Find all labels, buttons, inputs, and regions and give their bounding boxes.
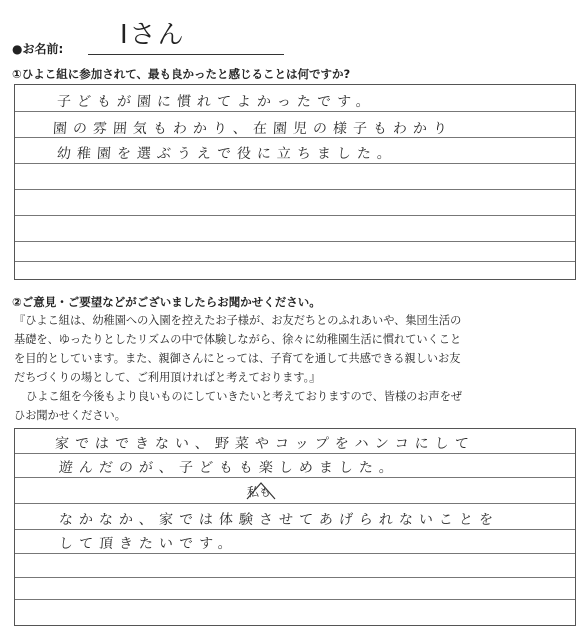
answer-2-line-2: 遊んだのが、子どもも楽しめました。 — [58, 460, 400, 476]
intro-line-3: を目的としています。また、親御さんにとっては、子育てを通して共感できる親しいお友 — [14, 352, 461, 365]
intro-line-5: ひよこ組を今後もより良いものにしていきたいと考えておりますので、皆様のお声をぜ — [26, 390, 463, 403]
answer-box-1 — [14, 84, 576, 280]
ruled-line — [15, 163, 575, 164]
ruled-line — [15, 477, 575, 478]
ruled-line — [15, 241, 575, 242]
question-1: ①ひよこ組に参加されて、最も良かったと感じることは何ですか? — [12, 67, 351, 81]
insertion-caret-icon — [243, 479, 279, 501]
intro-line-6: ひお聞かせください。 — [14, 409, 126, 422]
answer-2-line-3: なかなか、家では体験させてあげられないことを — [58, 512, 500, 528]
ruled-line — [15, 453, 575, 454]
intro-line-1: 『ひよこ組は、幼稚園への入園を控えたお子様が、お友だちとのふれあいや、集団生活の — [14, 314, 462, 327]
answer-box-2 — [14, 428, 576, 626]
answer-2-line-4: して頂きたいです。 — [58, 536, 239, 552]
ruled-line — [15, 577, 575, 578]
ruled-line — [15, 261, 575, 262]
answer-1-line-3: 幼稚園を選ぶうえで役に立ちました。 — [56, 146, 398, 162]
ruled-line — [15, 215, 575, 216]
ruled-line — [15, 599, 575, 600]
intro-line-2: 基礎を、ゆったりとしたリズムの中で体験しながら、徐々に幼稚園生活に慣れていくこと — [14, 333, 462, 346]
ruled-line — [15, 503, 575, 504]
ruled-line — [15, 111, 575, 112]
ruled-line — [15, 529, 575, 530]
answer-2-line-1: 家ではできない、野菜やコップをハンコにして — [54, 436, 476, 452]
answer-1-line-2: 園の雰囲気もわかり、在園児の様子もわかり — [52, 121, 454, 137]
intro-line-4: だちづくりの場として、ご利用頂ければと考えております。』 — [14, 371, 321, 384]
answer-2-insertion: 私も — [247, 485, 272, 499]
name-underline — [88, 54, 284, 55]
respondent-name: Iさん — [120, 20, 186, 50]
question-2: ②ご意見・ご要望などがございましたらお聞かせください。 — [12, 295, 321, 309]
name-label: ●お名前: — [12, 42, 64, 56]
ruled-line — [15, 553, 575, 554]
ruled-line — [15, 189, 575, 190]
answer-1-line-1: 子どもが園に慣れてよかったです。 — [56, 94, 377, 110]
